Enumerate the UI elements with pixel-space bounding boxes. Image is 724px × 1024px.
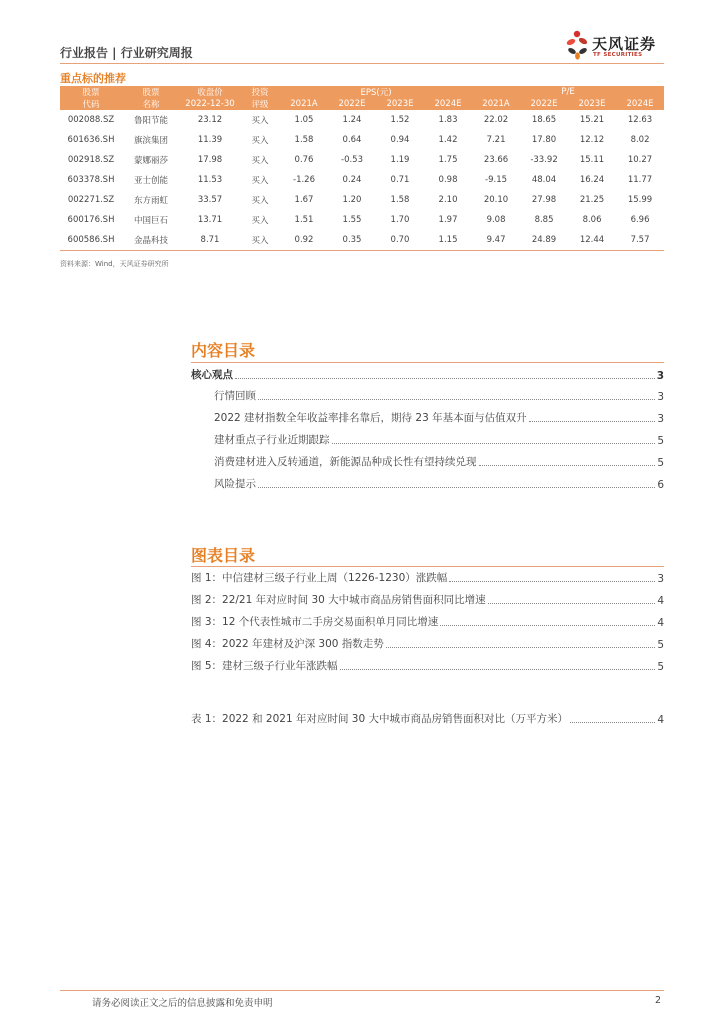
table-cell: -0.53 (341, 155, 363, 165)
toc-item[interactable] (214, 387, 664, 403)
header-divider (60, 63, 664, 64)
table-cell: 1.70 (390, 215, 410, 225)
table-cell: 1.20 (342, 195, 362, 205)
table-cell: 002088.SZ (67, 115, 115, 125)
col-head: 收盘价 (180, 86, 240, 98)
col-head: 2021A (280, 98, 328, 110)
table-cell: 33.57 (197, 195, 223, 205)
table-cell: 1.58 (294, 135, 314, 145)
col-head: 名称 (122, 98, 180, 110)
dot-leader (570, 722, 655, 723)
col-head-eps: EPS(元) (280, 86, 472, 98)
dot-leader (258, 487, 655, 488)
toc-item[interactable] (214, 475, 664, 491)
toc-item-text: 核心观点 (191, 369, 233, 381)
table-row (60, 110, 664, 130)
table-cell: 002918.SZ (67, 155, 115, 165)
table-row (60, 230, 664, 251)
toc-item-page: 3 (657, 413, 664, 425)
table-cell: 0.35 (328, 230, 376, 251)
page-number: 2 (655, 995, 662, 1006)
toc-item[interactable] (214, 409, 664, 425)
table-cell: 601636.SH (67, 135, 115, 145)
table-cell: 1.15 (424, 230, 472, 251)
table-cell: 8.02 (630, 135, 650, 145)
table-cell: 603378.SH (67, 175, 115, 185)
table-cell: 12.12 (579, 135, 605, 145)
table-cell: 0.24 (342, 175, 362, 185)
toc-item-page: 5 (657, 435, 664, 447)
table-cell: 1.58 (390, 195, 410, 205)
table-cell: 买入 (251, 176, 269, 186)
toc-item-text: 消费建材进入反转通道，新能源品种成长性有望持续兑现 (214, 456, 477, 468)
dot-leader (449, 581, 655, 582)
table-cell: 10.27 (627, 155, 653, 165)
dot-leader (440, 625, 655, 626)
toc-item-page: 3 (657, 391, 664, 403)
col-head: 2022-12-30 (180, 98, 240, 110)
col-head: 2021A (472, 98, 520, 110)
table-item-page: 4 (657, 714, 664, 726)
table-cell: 16.24 (579, 175, 605, 185)
report-header-title: 行业报告 | 行业研究周报 (60, 46, 193, 60)
table-cell: 1.42 (438, 135, 458, 145)
figure-item-text: 图 1：中信建材三级子行业上周（1226-1230）涨跌幅 (191, 572, 448, 584)
table-cell: 11.53 (197, 175, 223, 185)
table-cell: 买入 (251, 196, 269, 206)
toc-item-text: 风险提示 (214, 478, 256, 490)
table-cell: 17.98 (197, 155, 223, 165)
col-head: 股票 (60, 86, 122, 98)
toc-item-text: 2022 建材指数全年收益率排名靠后，期待 23 年基本面与估值双升 (214, 412, 527, 424)
table-cell: 15.99 (627, 195, 653, 205)
table-cell: 0.64 (342, 135, 362, 145)
table-cell: 7.57 (616, 230, 664, 251)
table-cell: 6.96 (630, 215, 650, 225)
dot-leader (235, 378, 655, 379)
logo-flower-icon (566, 30, 592, 60)
table-cell: 旗滨集团 (133, 136, 168, 146)
table-cell: 2.10 (438, 195, 458, 205)
col-head: 评级 (240, 98, 280, 110)
table-cell: 1.67 (294, 195, 314, 205)
table-cell: 0.76 (294, 155, 314, 165)
col-head: 股票 (122, 86, 180, 98)
dot-leader (529, 421, 656, 422)
dot-leader (340, 669, 656, 670)
table-cell: 12.63 (627, 115, 653, 125)
table-cell: 17.80 (531, 135, 557, 145)
table-cell: 0.92 (280, 230, 328, 251)
table-cell: 8.06 (582, 215, 602, 225)
figure-item[interactable] (191, 591, 664, 607)
col-head: 代码 (60, 98, 122, 110)
table-cell: 22.02 (483, 115, 509, 125)
table-cell: 11.77 (627, 175, 653, 185)
toc-item-page: 5 (657, 457, 664, 469)
table-header-row-1 (60, 86, 664, 98)
figure-item[interactable] (191, 613, 664, 629)
table-cell: 13.71 (197, 215, 223, 225)
table-cell: 中国巨石 (133, 216, 168, 226)
table-row (60, 150, 664, 170)
logo-text: 天风证券 (592, 35, 657, 53)
col-head: 2023E (568, 98, 616, 110)
table-cell: 7.21 (486, 135, 506, 145)
table-cell: 0.94 (390, 135, 410, 145)
footer-disclaimer: 请务必阅读正文之后的信息披露和免责申明 (92, 998, 273, 1009)
table-cell: 15.11 (579, 155, 605, 165)
table-cell: 鲁阳节能 (133, 116, 168, 126)
table-cell: 0.70 (376, 230, 424, 251)
figure-item-page: 5 (657, 639, 664, 651)
figure-item[interactable] (191, 635, 664, 651)
table-cell: -1.26 (293, 175, 315, 185)
recommend-section-title: 重点标的推荐 (60, 72, 126, 85)
table-item[interactable] (191, 710, 664, 726)
table-cell: 21.25 (579, 195, 605, 205)
table-cell: 买入 (251, 216, 269, 226)
col-head: 2024E (616, 98, 664, 110)
col-head: 2022E (328, 98, 376, 110)
figure-item-text: 图 4：2022 年建材及沪深 300 指数走势 (191, 638, 384, 650)
figure-item[interactable] (191, 569, 664, 585)
footer-divider (60, 990, 664, 991)
toc-item[interactable] (214, 453, 664, 469)
table-cell: 600176.SH (67, 215, 115, 225)
table-cell: 11.39 (197, 135, 223, 145)
table-cell: -33.92 (530, 155, 558, 165)
figure-item-text: 图 3：12 个代表性城市二手房交易面积单月同比增速 (191, 616, 439, 628)
table-cell: 买入 (240, 230, 280, 251)
col-head: 投资 (240, 86, 280, 98)
figure-item-page: 3 (657, 573, 664, 585)
table-row (60, 190, 664, 210)
figure-item[interactable] (191, 657, 664, 673)
table-cell: 8.85 (534, 215, 554, 225)
toc-item[interactable] (191, 366, 664, 382)
table-cell: 1.24 (342, 115, 362, 125)
table-cell: 1.52 (390, 115, 410, 125)
company-logo (566, 30, 676, 60)
table-cell: 亚士创能 (133, 176, 168, 186)
col-head: 2022E (520, 98, 568, 110)
table-cell: 蒙娜丽莎 (133, 156, 168, 166)
table-cell: 24.89 (520, 230, 568, 251)
table-cell: 12.44 (568, 230, 616, 251)
table-cell: 买入 (251, 116, 269, 126)
table-cell: 600586.SH (60, 230, 122, 251)
figure-item-page: 4 (657, 595, 664, 607)
table-cell: 1.83 (438, 115, 458, 125)
col-head: 2023E (376, 98, 424, 110)
logo-subtitle: TF SECURITIES (593, 52, 643, 58)
toc-item-text: 行情回顾 (214, 390, 256, 402)
col-head-pe: P/E (472, 86, 664, 98)
table-row (60, 170, 664, 190)
table-header-row-2 (60, 98, 664, 110)
figure-item-text: 图 2：22/21 年对应时间 30 大中城市商品房销售面积同比增速 (191, 594, 486, 606)
table-cell: 20.10 (483, 195, 509, 205)
dot-leader (479, 465, 656, 466)
table-cell: -9.15 (485, 175, 508, 185)
table-cell: 0.71 (390, 175, 410, 185)
table-cell: 1.75 (438, 155, 458, 165)
table-cell: 002271.SZ (67, 195, 115, 205)
table-item-text: 表 1：2022 和 2021 年对应时间 30 大中城市商品房销售面积对比（万平方米） (191, 713, 569, 725)
table-cell: 18.65 (531, 115, 557, 125)
dot-leader (258, 399, 655, 400)
dot-leader (488, 603, 656, 604)
table-cell: 1.05 (294, 115, 314, 125)
table-cell: 买入 (251, 136, 269, 146)
figures-title: 图表目录 (191, 546, 256, 565)
table-row (60, 210, 664, 230)
table-cell: 金晶科技 (122, 230, 180, 251)
table-cell: 9.47 (472, 230, 520, 251)
table-cell: 1.19 (390, 155, 410, 165)
table-cell: 23.66 (483, 155, 509, 165)
table-cell: 1.97 (438, 215, 458, 225)
figures-title-divider (191, 566, 664, 567)
figure-item-page: 5 (657, 661, 664, 673)
toc-item-text: 建材重点子行业近期跟踪 (214, 434, 330, 446)
table-cell: 东方雨虹 (133, 196, 168, 206)
table-cell: 9.08 (486, 215, 506, 225)
toc-item-page: 6 (657, 479, 664, 491)
table-cell: 48.04 (531, 175, 557, 185)
table-cell: 1.55 (342, 215, 362, 225)
table-source: 资料来源：Wind，天风证券研究所 (60, 260, 169, 268)
dot-leader (332, 443, 656, 444)
table-cell: 15.21 (579, 115, 605, 125)
figure-item-text: 图 5：建材三级子行业年涨跌幅 (191, 660, 338, 672)
table-cell: 0.98 (438, 175, 458, 185)
table-cell: 1.51 (294, 215, 314, 225)
figure-item-page: 4 (657, 617, 664, 629)
recommend-table (60, 86, 664, 251)
table-cell: 23.12 (197, 115, 223, 125)
table-cell: 27.98 (531, 195, 557, 205)
table-row (60, 130, 664, 150)
toc-item-page: 3 (656, 370, 664, 382)
toc-title-divider (191, 362, 664, 363)
toc-item[interactable] (214, 431, 664, 447)
col-head: 2024E (424, 98, 472, 110)
table-cell: 买入 (251, 156, 269, 166)
dot-leader (386, 647, 656, 648)
table-cell: 8.71 (180, 230, 240, 251)
toc-title: 内容目录 (191, 341, 256, 360)
